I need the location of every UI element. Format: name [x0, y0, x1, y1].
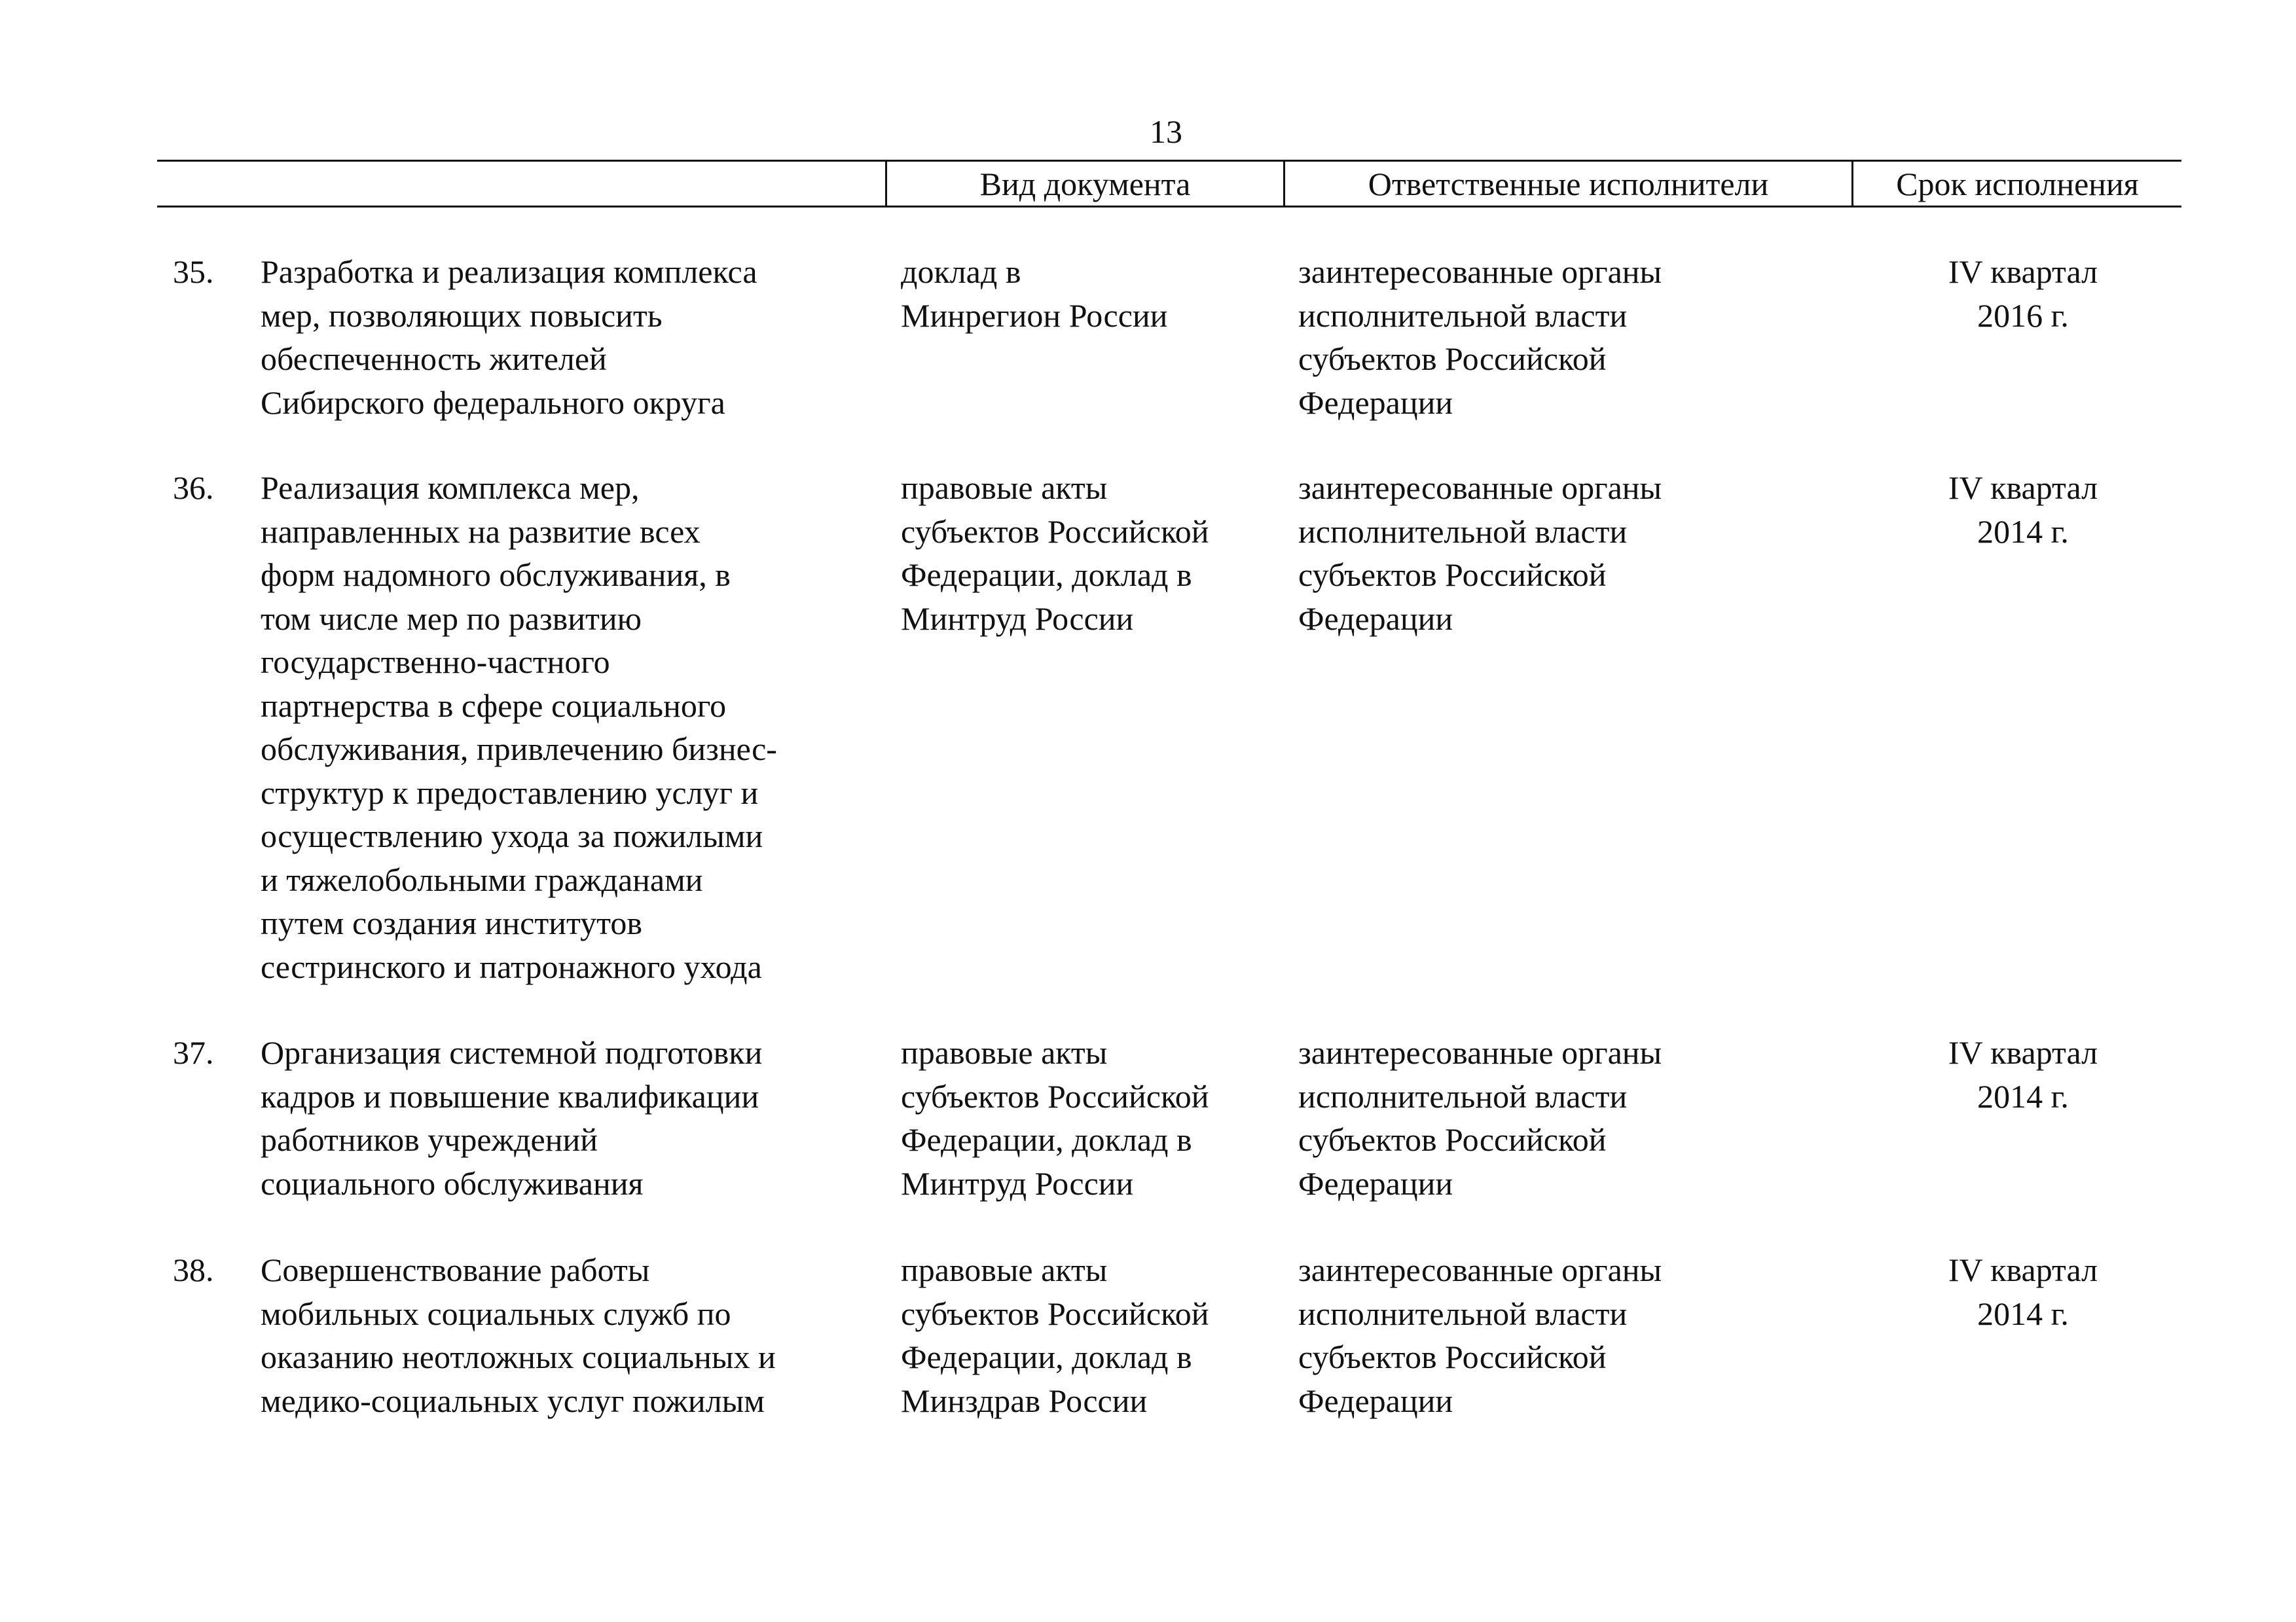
row-deadline: IV квартал 2016 г.: [1948, 253, 2098, 334]
row-executors: заинтересованные органы исполнительной власти субъектов Российской Федерации: [1298, 469, 1662, 637]
row-executors: заинтересованные органы исполнительной власти субъектов Российской Федерации: [1298, 1252, 1662, 1419]
row-number: 38.: [173, 1252, 214, 1288]
row-number: 37.: [173, 1034, 214, 1071]
row-executors: заинтересованные органы исполнительной власти субъектов Российской Федерации: [1298, 1034, 1662, 1202]
header-bottom-rule: [157, 206, 2181, 207]
row-executors: заинтересованные органы исполнительной власти субъектов Российской Федерации: [1298, 253, 1662, 421]
row-number: 35.: [173, 253, 214, 290]
header-doc-type: Вид документа: [979, 166, 1191, 202]
row-doc-type: правовые акты субъектов Российской Федерации, доклад в Минздрав России: [901, 1252, 1209, 1419]
row-doc-type: правовые акты субъектов Российской Федерации, доклад в Минтруд России: [901, 469, 1209, 637]
row-doc-type: доклад в Минрегион России: [901, 253, 1168, 334]
row-measure: Организация системной подготовки кадров и повышение квалификации работников учреждений социального обслуживания: [261, 1034, 763, 1202]
header-top-rule: [157, 160, 2181, 162]
row-measure: Разработка и реализация комплекса мер, позволяющих повысить обеспеченность жителей Сибирского федерального округа: [261, 253, 757, 421]
row-doc-type: правовые акты субъектов Российской Федерации, доклад в Минтруд России: [901, 1034, 1209, 1202]
page-number: 13: [1150, 113, 1182, 150]
row-deadline: IV квартал 2014 г.: [1948, 1034, 2098, 1115]
row-number: 36.: [173, 469, 214, 506]
header-executors: Ответственные исполнители: [1368, 166, 1769, 202]
header-deadline: Срок исполнения: [1896, 166, 2139, 202]
row-measure: Реализация комплекса мер, направленных на развитие всех форм надомного обслуживания, в том числе мер по развитию государственно-частного партнерства в сфере социального обслуживания, привлечению бизнес- структур к предоставлению услуг и осуществлению ухода за пожилыми и тяжелобольными гражданами путем создания институтов сестринского и патронажного ухода: [261, 469, 777, 985]
row-deadline: IV квартал 2014 г.: [1948, 469, 2098, 550]
row-deadline: IV квартал 2014 г.: [1948, 1252, 2098, 1332]
row-measure: Совершенствование работы мобильных социальных служб по оказанию неотложных социальных и медико-социальных услуг пожилым: [261, 1252, 776, 1419]
